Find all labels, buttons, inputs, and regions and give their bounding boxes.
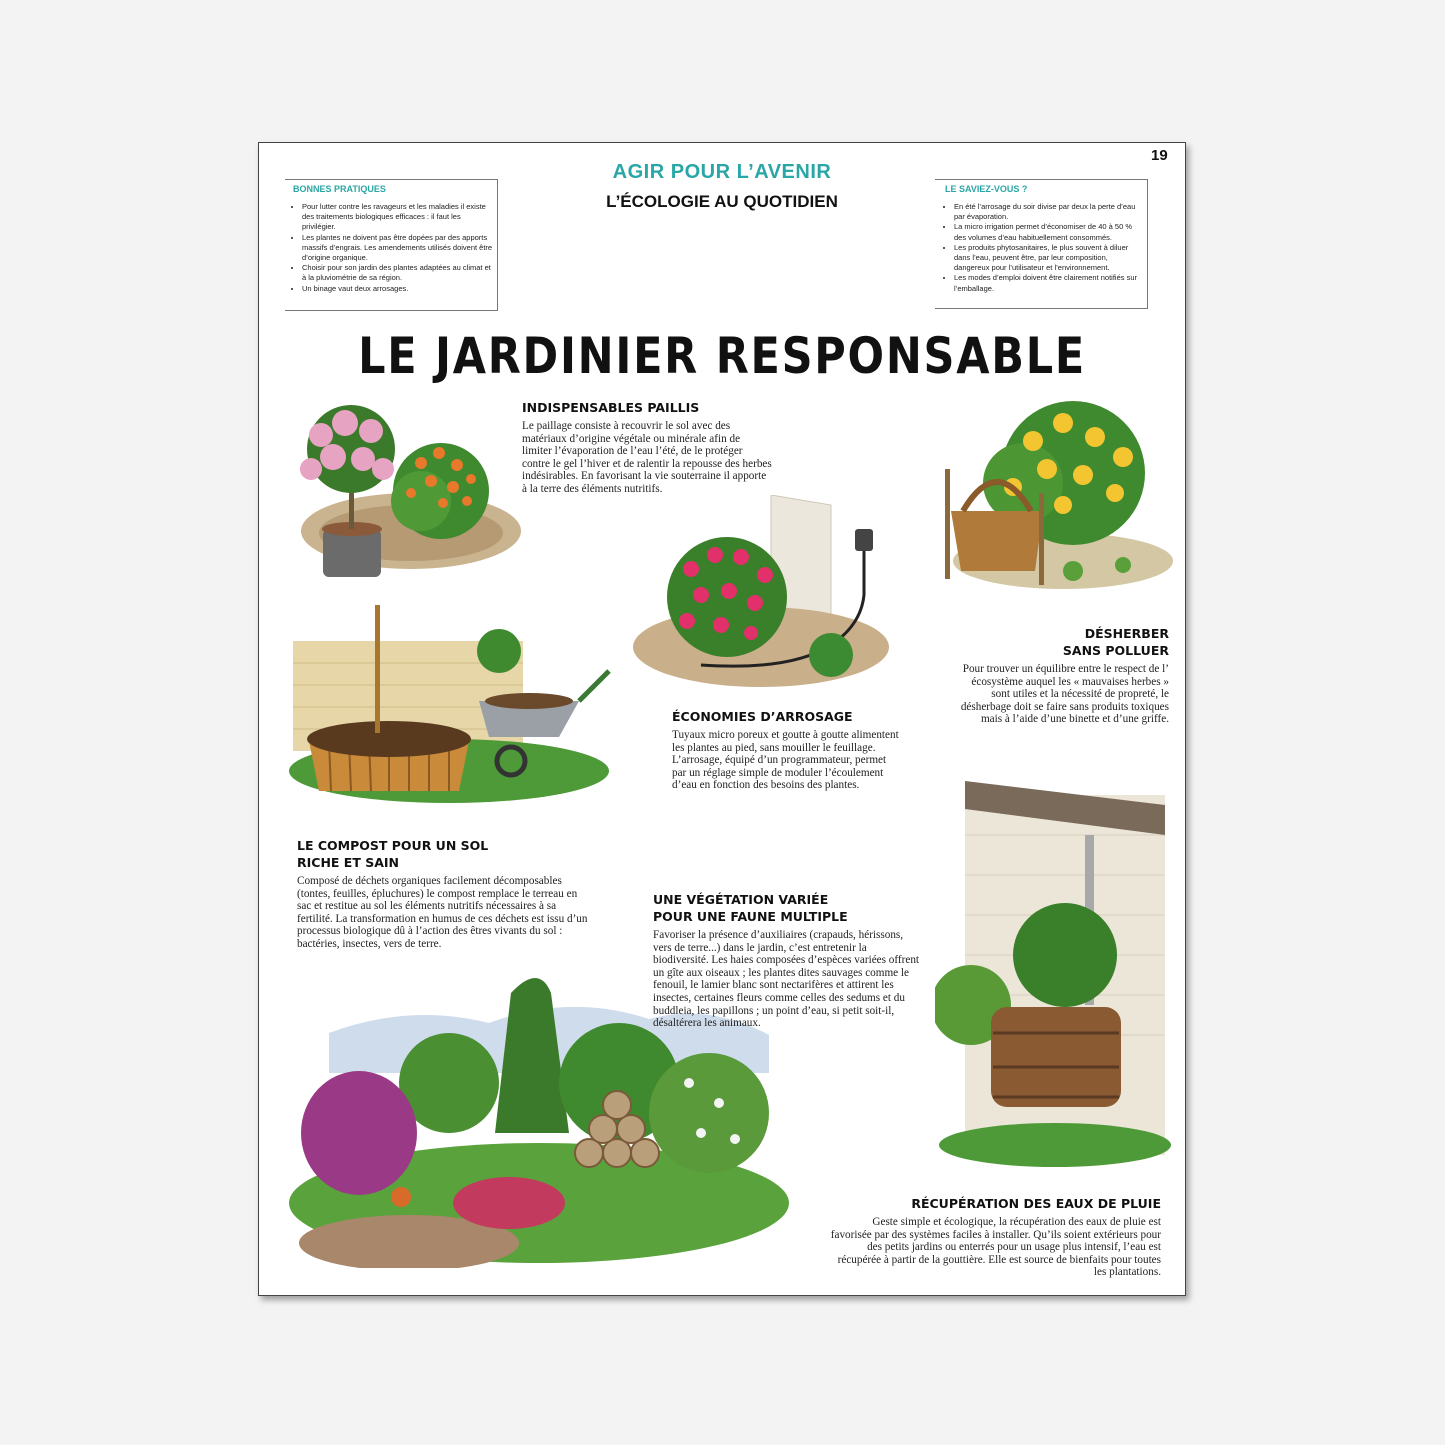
section-body: Le paillage consiste à recouvrir le sol avec des matériaux d’origine végétale ou minérale afin de limiter l’évaporation de l’eau l’été, de le protéger contre le gel l’hiver et de ralentir la repousse des herbes indésirables. En favorisant la vie souterraine il apporte à la terre des éléments nutritifs.	[522, 420, 772, 495]
le-saviez-vous-box	[935, 179, 1148, 309]
section-arrosage	[672, 708, 902, 792]
section-body: Pour trouver un équilibre entre le respect de l’ écosystème auquel les « mauvaises herbes » sont utiles et la nécessité de propreté, le désherbage doit se faire sans produits toxiques mais à l’aide d’une binette et d’une griffe.	[960, 663, 1169, 726]
header-kicker: AGIR POUR L’AVENIR	[612, 161, 832, 183]
watering-roses-illustration	[631, 495, 901, 695]
list-item: • La micro irrigation permet d’économiser de 40 à 50 % des volumes d’eau habituellement consommés.	[954, 222, 1143, 242]
section-body: Geste simple et écologique, la récupération des eaux de pluie est favorisée par des systèmes faciles à installer. Qu’ils soient extérieurs pour des petits jardins ou enterrés pour un usage plus intensif, l’eau est récupérée à partir de la gouttière. Elle est source de bienfaits pour toutes les plantations.	[830, 1216, 1161, 1279]
section-compost	[297, 837, 589, 951]
list-item: • Un binage vaut deux arrosages.	[302, 284, 493, 294]
poster-sheet	[258, 142, 1186, 1296]
section-title: UNE VÉGÉTATION VARIÉE	[653, 892, 829, 907]
section-title: ÉCONOMIES D’ARROSAGE	[672, 709, 853, 724]
potted-flowers-illustration	[271, 391, 521, 586]
section-title: RICHE ET SAIN	[297, 855, 400, 870]
section-body: Favoriser la présence d’auxiliaires (crapauds, hérissons, vers de terre...) dans le jardin, c’est entretenir la biodiversité. Les haies composées d’espèces variées offrent un gîte aux oiseaux ; les plantes dites sauvages comme le fenouil, le lamier blanc sont nectarifères et attirent les insectes, certaines fleurs comme celles des sedums et du buddleia, les papillons ; un point d’eau, si petit soit-il, désaltérera les animaux.	[653, 929, 920, 1030]
section-title: POUR UNE FAUNE MULTIPLE	[653, 909, 848, 924]
list-item: • Choisir pour son jardin des plantes adaptées au climat et à la pluviométrie de sa région.	[302, 263, 493, 283]
list-item: • Les produits phytosanitaires, le plus souvent à diluer dans l’eau, peuvent être, par leur composition, dangereux pour l’utilisateur et l’environnement.	[954, 243, 1143, 274]
section-pluie	[829, 1195, 1161, 1279]
section-title: SANS POLLUER	[1062, 643, 1169, 658]
list-item: • En été l’arrosage du soir divise par deux la perte d’eau par évaporation.	[954, 202, 1143, 222]
header-subtitle: L’ÉCOLOGIE AU QUOTIDIEN	[606, 192, 838, 211]
section-vegetation	[653, 891, 921, 1030]
bonnes-pratiques-title: BONNES PRATIQUES	[293, 184, 386, 194]
section-title: INDISPENSABLES PAILLIS	[522, 400, 700, 415]
section-title: LE COMPOST POUR UN SOL	[297, 838, 489, 853]
page-number: 19	[1151, 147, 1168, 164]
list-item: • Les modes d’emploi doivent être clairement notifiés sur l’emballage.	[954, 273, 1143, 293]
le-saviez-vous-title: LE SAVIEZ-VOUS ?	[945, 184, 1028, 194]
bonnes-pratiques-box	[285, 179, 498, 311]
compost-illustration	[289, 601, 619, 811]
section-body: Composé de déchets organiques facilement décomposables (tontes, feuilles, épluchures) le compost remplace le terreau en sac et restitue au sol les éléments nutritifs nécessaires à sa fertilité. La transformation en humus de ces déchets est issu d’un processus biologique dû à l’action des êtres vivants du sol : bactéries, insectes, vers de terre.	[297, 875, 588, 950]
section-title: DÉSHERBER	[1084, 626, 1169, 641]
section-title: RÉCUPÉRATION DES EAUX DE PLUIE	[911, 1196, 1161, 1211]
list-item: • Les plantes ne doivent pas être dopées par des apports massifs d’engrais. Les amendements utilisés doivent être d’origine organique.	[302, 233, 493, 264]
section-body: Tuyaux micro poreux et goutte à goutte alimentent les plantes au pied, sans mouiller le feuillage. L’arrosage, équipé d’un programmateur, permet par un réglage simple de moduler l’écoulement d’eau en fonction des besoins des plantes.	[672, 729, 899, 792]
list-item: • Pour lutter contre les ravageurs et les maladies il existe des traitements biologiques efficaces : il faut les privilégier.	[302, 202, 493, 233]
section-paillis	[522, 399, 772, 496]
main-title: LE JARDINIER RESPONSABLE	[358, 327, 1086, 385]
section-desherber	[959, 625, 1169, 726]
basket-roses-illustration	[923, 393, 1173, 608]
rainwater-barrel-illustration	[935, 775, 1173, 1175]
